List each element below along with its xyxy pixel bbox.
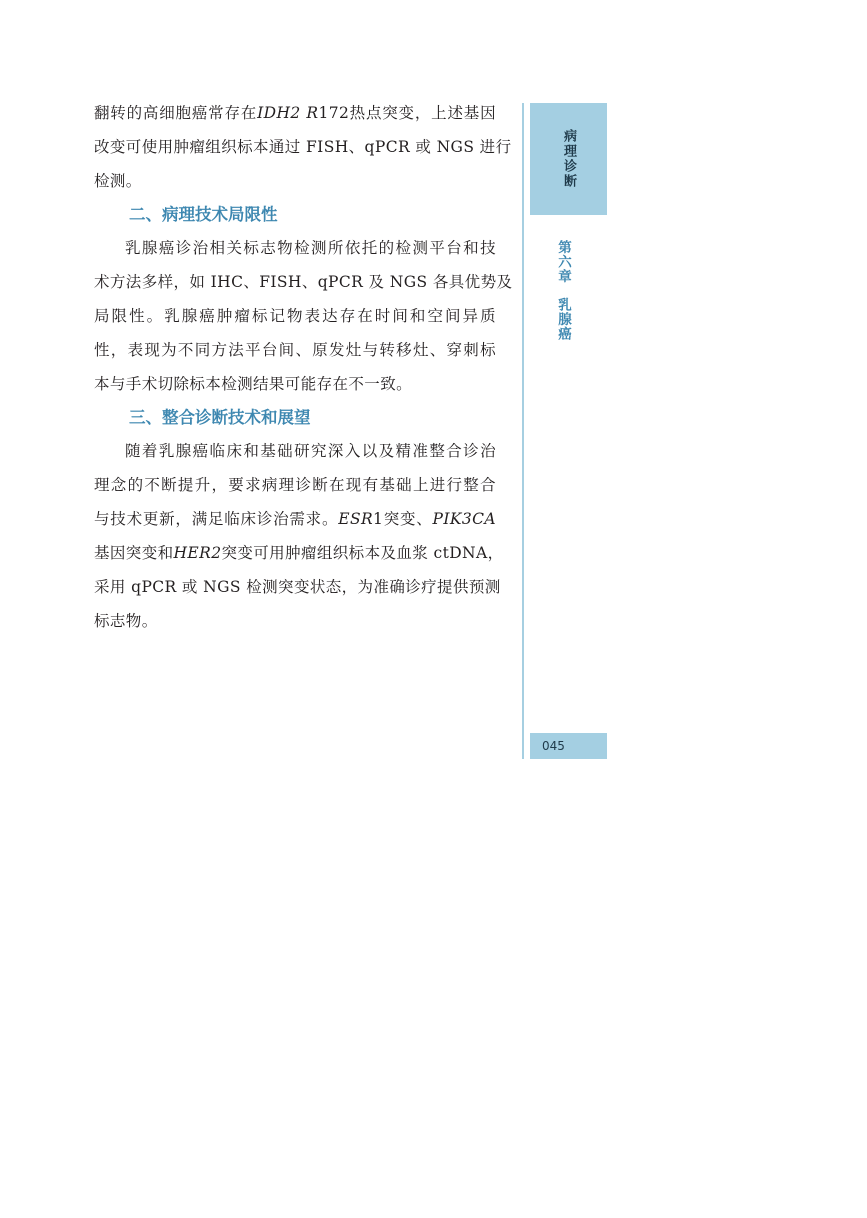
gene-name: PIK3CA bbox=[432, 510, 496, 528]
text-line: 随着乳腺癌临床和基础研究深入以及精准整合诊治 bbox=[125, 442, 496, 460]
chapter-label bbox=[553, 240, 573, 341]
chapter-title: 乳腺癌 bbox=[555, 297, 571, 341]
text-line: 乳腺癌诊治相关标志物检测所依托的检测平台和技 bbox=[125, 239, 496, 257]
text-span: 突变可用肿瘤组织标本及血浆 ctDNA， bbox=[221, 544, 504, 562]
text-line: 改变可使用肿瘤组织标本通过 FISH、qPCR 或 NGS 进行 bbox=[94, 138, 512, 156]
body-text bbox=[94, 96, 513, 638]
text-span: 1突变、 bbox=[373, 510, 433, 528]
text-line bbox=[94, 536, 504, 570]
text-line: 局限性。乳腺癌肿瘤标记物表达存在时间和空间异质 bbox=[94, 307, 496, 325]
section-heading: 二、病理技术局限性 bbox=[129, 205, 278, 224]
text-line: 标志物。 bbox=[94, 612, 158, 630]
text-span: 基因突变和 bbox=[94, 544, 174, 562]
text-line: 性，表现为不同方法平台间、原发灶与转移灶、穿刺标 bbox=[94, 341, 496, 359]
margin-divider bbox=[522, 103, 524, 759]
text-span: 与技术更新，满足临床诊治需求。 bbox=[94, 510, 339, 528]
text-span: 翻转的高细胞癌常存在 bbox=[94, 104, 258, 122]
text-span: 172热点突变，上述基因 bbox=[318, 104, 496, 122]
page-number: 045 bbox=[530, 733, 607, 759]
gene-name: IDH2 R bbox=[257, 104, 319, 122]
text-line: 术方法多样，如 IHC、FISH、qPCR 及 NGS 各具优势及 bbox=[94, 273, 513, 291]
text-line: 理念的不断提升，要求病理诊断在现有基础上进行整合 bbox=[94, 476, 496, 494]
text-line: 采用 qPCR 或 NGS 检测突变状态，为准确诊疗提供预测 bbox=[94, 578, 501, 596]
text-line: 本与手术切除标本检测结果可能存在不一致。 bbox=[94, 375, 413, 393]
gene-name: HER2 bbox=[173, 544, 222, 562]
section-tab-label: 病理诊断 bbox=[561, 129, 576, 189]
text-line bbox=[94, 502, 496, 536]
chapter-number: 第六章 bbox=[555, 240, 571, 284]
gene-name: ESR bbox=[338, 510, 374, 528]
section-heading: 三、整合诊断技术和展望 bbox=[129, 408, 311, 427]
text-line bbox=[94, 96, 496, 130]
section-tab bbox=[530, 103, 607, 215]
text-line: 检测。 bbox=[94, 172, 142, 190]
